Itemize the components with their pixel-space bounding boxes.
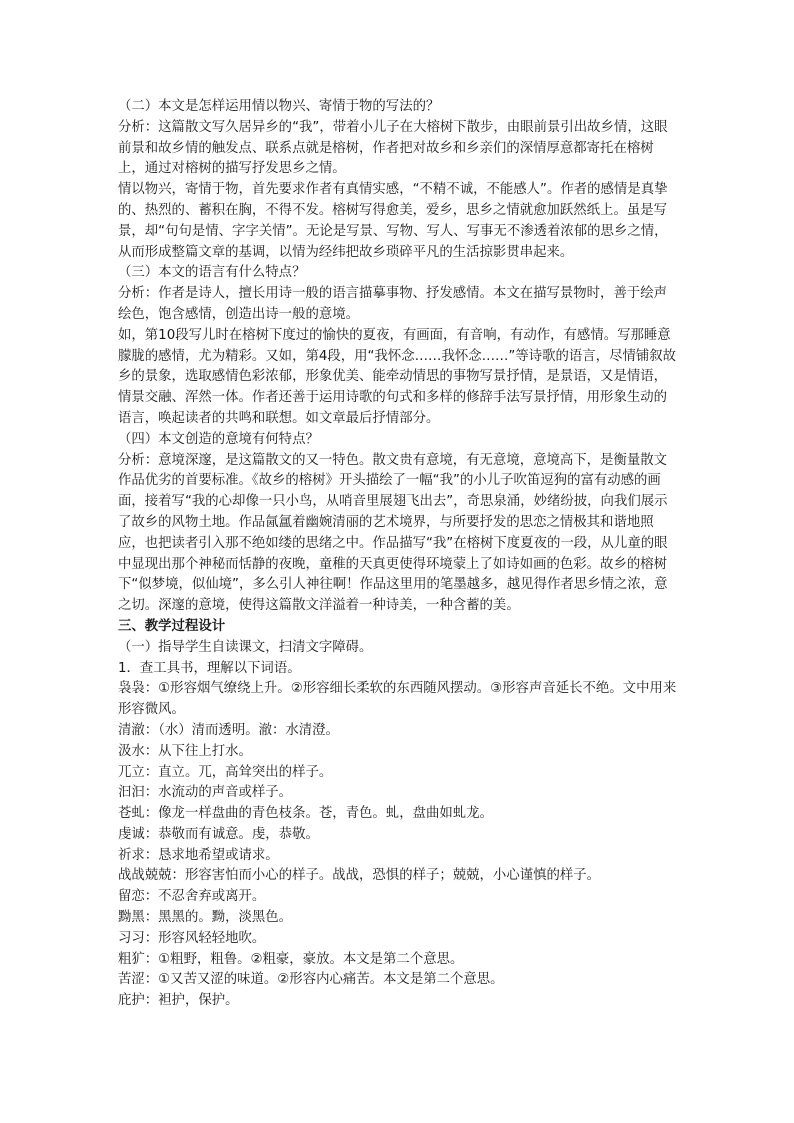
document-body	[118, 97, 678, 1012]
part-heading: 三、教学过程设计	[118, 618, 226, 634]
word-entry: 虔诚：恭敬而有诚意。虔，恭敬。	[118, 826, 319, 842]
analysis-paragraph: 分析：作者是诗人，擅长用诗一般的语言描摹事物、抒发感情。本文在描写景物时，善于绘声绘色，饱含感情，创造出诗一般的意境。	[118, 286, 668, 322]
word-entry: 留恋：不忍舍弃或离开。	[118, 889, 266, 905]
word-entry: 战战兢兢：形容害怕而小心的样子。战战，恐惧的样子；兢兢，小心谨慎的样子。	[118, 868, 601, 884]
word-entry: 祈求：恳求地希望或请求。	[118, 847, 279, 863]
word-entry: 黝黑：黑黑的。黝，淡黑色。	[118, 910, 293, 926]
word-entry: 苦涩：①又苦又涩的味道。②形容内心痛苦。本文是第二个意思。	[118, 972, 504, 988]
body-paragraph: 如，第10段写儿时在榕树下度过的愉快的夏夜，有画面，有音响，有动作，有感情。写那睡意朦胧的感情，尤为精彩。又如，第4段，用“我怀念……我怀念……”等诗歌的语言，尽情铺叙故乡的景象，选取感情色彩浓郁，形象优美、能牵动情思的事物写景抒情，是景语，又是情语，情景交融、浑然一体。作者还善于运用诗歌的句式和多样的修辞手法写景抒情，用形象生动的语言，唤起读者的共鸣和联想。如文章最后抒情部分。	[118, 327, 677, 426]
section-heading-2: （二）本文是怎样运用情以物兴、寄情于物的写法的？	[118, 99, 440, 114]
sub-heading: （一）指导学生自读课文，扫清文字障碍。	[118, 639, 373, 655]
section-heading-3: （三）本文的语言有什么特点？	[118, 265, 306, 281]
word-entry: 兀立：直立。兀，高耸突出的样子。	[118, 764, 333, 780]
word-entry: 清澈：（水）清而透明。澈：水清澄。	[118, 722, 339, 738]
numbered-item: 1．查工具书，理解以下词语。	[118, 660, 301, 676]
word-entry: 汲水：从下往上打水。	[118, 743, 252, 759]
section-heading-4: （四）本文创造的意境有何特点？	[118, 431, 319, 447]
word-entry: 汩汩：水流动的声音或样子。	[118, 785, 293, 801]
analysis-paragraph: 分析：这篇散文写久居异乡的“我”，带着小儿子在大榕树下散步，由眼前景引出故乡情，这眼前景和故乡情的触发点、联系点就是榕树，作者把对故乡和乡亲们的深情厚意都寄托在榕树上，通过对榕树的描写抒发思乡之情。	[118, 119, 668, 177]
body-paragraph: 情以物兴，寄情于物，首先要求作者有真情实感，“不精不诚，不能感人”。作者的感情是真挚的、热烈的、蓄积在胸，不得不发。榕树写得愈美，爱乡，思乡之情就愈加跃然纸上。虽是写景，却“句句是情、字字关情”。无论是写景、写物、写人、写事无不渗透着浓郁的思乡之情，从而形成整篇文章的基调，以情为经纬把故乡琐碎平凡的生活掠影贯串起来。	[118, 182, 668, 260]
word-entry: 粗犷：①粗野，粗鲁。②粗豪，豪放。本文是第二个意思。	[118, 951, 464, 967]
word-entry: 习习：形容风轻轻地吹。	[118, 930, 266, 946]
word-entry: 袅袅：①形容烟气缭绕上升。②形容细长柔软的东西随风摆动。③形容声音延长不绝。文中用来形容微风。	[118, 681, 677, 718]
analysis-paragraph: 分析：意境深邃，是这篇散文的又一特色。散文贵有意境，有无意境，意境高下，是衡量散文作品优劣的首要标准。《故乡的榕树》开头描绘了一幅“我”的小儿子吹笛逗狗的富有动感的画面，接着写“我的心却像一只小鸟，从哨音里展翅飞出去”，奇思泉涌，妙绪纷披，向我们展示了故乡的风物土地。作品氤氲着幽婉清丽的艺术境界，与所要抒发的思恋之情极其和谐地照应，也把读者引入那不绝如缕的思绪之中。作品描写“我”在榕树下度夏夜的一段，从儿童的眼中显现出那个神秘而恬静的夜晚，童稚的天真更使得环境蒙上了如诗如画的色彩。故乡的榕树下“似梦境，似仙境”，多么引人神往啊！作品这里用的笔墨越多，越见得作者思乡情之浓，意之切。深邃的意境，使得这篇散文洋溢着一种诗美，一种含蓄的美。	[118, 452, 668, 614]
word-entry: 庇护：袒护，保护。	[118, 993, 239, 1009]
word-entry: 苍虬：像龙一样盘曲的青色枝条。苍，青色。虬，盘曲如虬龙。	[118, 806, 493, 822]
